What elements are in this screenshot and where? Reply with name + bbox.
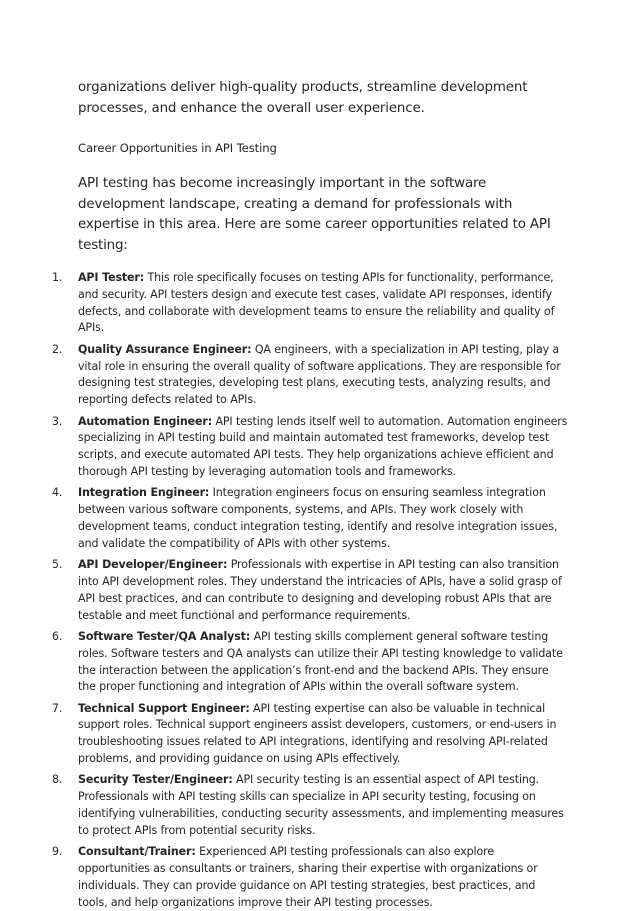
intro-continued-paragraph: organizations deliver high-quality products, streamline development processes, and enhance the overall user experience.	[78, 80, 528, 116]
career-number: 7.	[52, 701, 63, 715]
career-description: Integration engineers focus on ensuring seamless integration between various software components, systems, and APIs. They work closely with development teams, conduct integration testing, identify and resolve integration issues, and validate the compatibility of APIs with other systems.	[78, 486, 558, 550]
career-description: API testing expertise can also be valuable in technical support roles. Technical support engineers assist developers, customers, or end-users in troubleshooting issues related to API integrations, identifying and resolving API-related problems, and providing guidance on using APIs effectively.	[78, 701, 557, 766]
career-description: API testing skills complement general software testing roles. Software testers and QA analysts can utilize their API testing knowledge to validate the interaction between the application’s front-end and the backend APIs. They ensure the proper functioning and integration of APIs within the overall software system.	[78, 629, 563, 694]
career-title: Quality Assurance Engineer:	[78, 342, 252, 356]
career-number: 2.	[52, 342, 63, 356]
career-item-qa-engineer	[52, 342, 568, 409]
career-title: Technical Support Engineer:	[78, 701, 250, 715]
career-item-technical-support-engineer	[52, 701, 568, 768]
career-item-automation-engineer	[52, 414, 568, 481]
career-item-consultant-trainer	[52, 844, 568, 911]
career-description: This role specifically focuses on testing APIs for functionality, performance, and security. API testers design and execute test cases, validate API responses, identify defects, and collaborate with development teams to ensure the reliability and quality of APIs.	[78, 271, 555, 335]
career-title: Automation Engineer:	[78, 414, 213, 428]
section-intro-paragraph: API testing has become increasingly important in the software development landscape, creating a demand for professionals with expertise in this area. Here are some career opportunities related to API testing:	[78, 176, 551, 253]
career-number: 1.	[52, 271, 63, 284]
career-title: Software Tester/QA Analyst:	[78, 629, 251, 643]
career-list	[52, 270, 568, 911]
career-description: API testing lends itself well to automation. Automation engineers specializing in API testing build and maintain automated test frameworks, develop test scripts, and execute automated API tests. They help organizations achieve efficient and thorough API testing by leveraging automation tools and frameworks.	[78, 414, 568, 478]
career-item-integration-engineer	[52, 485, 568, 552]
career-title: Integration Engineer:	[78, 486, 210, 500]
career-description: Experienced API testing professionals can also explore opportunities as consultants or trainers, sharing their expertise with organizations or individuals. They can provide guidance on API testing strategies, best practices, and tools, and help organizations improve their API testing processes.	[78, 845, 538, 909]
career-title: API Developer/Engineer:	[78, 558, 228, 572]
career-title: Security Tester/Engineer:	[78, 773, 233, 787]
career-description: API security testing is an essential aspect of API testing. Professionals with API testing skills can specialize in API security testing, focusing on identifying vulnerabilities, conducting security assessments, and implementing measures to protect APIs from potential security risks.	[78, 773, 564, 837]
career-item-api-tester	[52, 270, 568, 337]
career-number: 3.	[52, 414, 63, 428]
career-item-api-developer	[52, 557, 568, 624]
career-title: API Tester:	[78, 271, 145, 284]
career-number: 4.	[52, 486, 63, 500]
career-number: 5.	[52, 558, 63, 572]
career-title: Consultant/Trainer:	[78, 845, 196, 859]
section-heading: Career Opportunities in API Testing	[78, 141, 277, 155]
career-item-software-tester	[52, 629, 568, 696]
career-number: 6.	[52, 629, 63, 643]
career-number: 8.	[52, 773, 63, 787]
career-description: QA engineers, with a specialization in API testing, play a vital role in ensuring the overall quality of software applications. They are responsible for designing test strategies, developing test plans, executing tests, analyzing results, and reporting defects related to APIs.	[78, 342, 561, 407]
career-number: 9.	[52, 845, 63, 859]
career-description: Professionals with expertise in API testing can also transition into API development roles. They understand the intricacies of APIs, have a solid grasp of API best practices, and can contribute to designing and developing robust APIs that are testable and meet functional and performance requirements.	[78, 558, 562, 622]
career-item-security-tester	[52, 772, 568, 839]
